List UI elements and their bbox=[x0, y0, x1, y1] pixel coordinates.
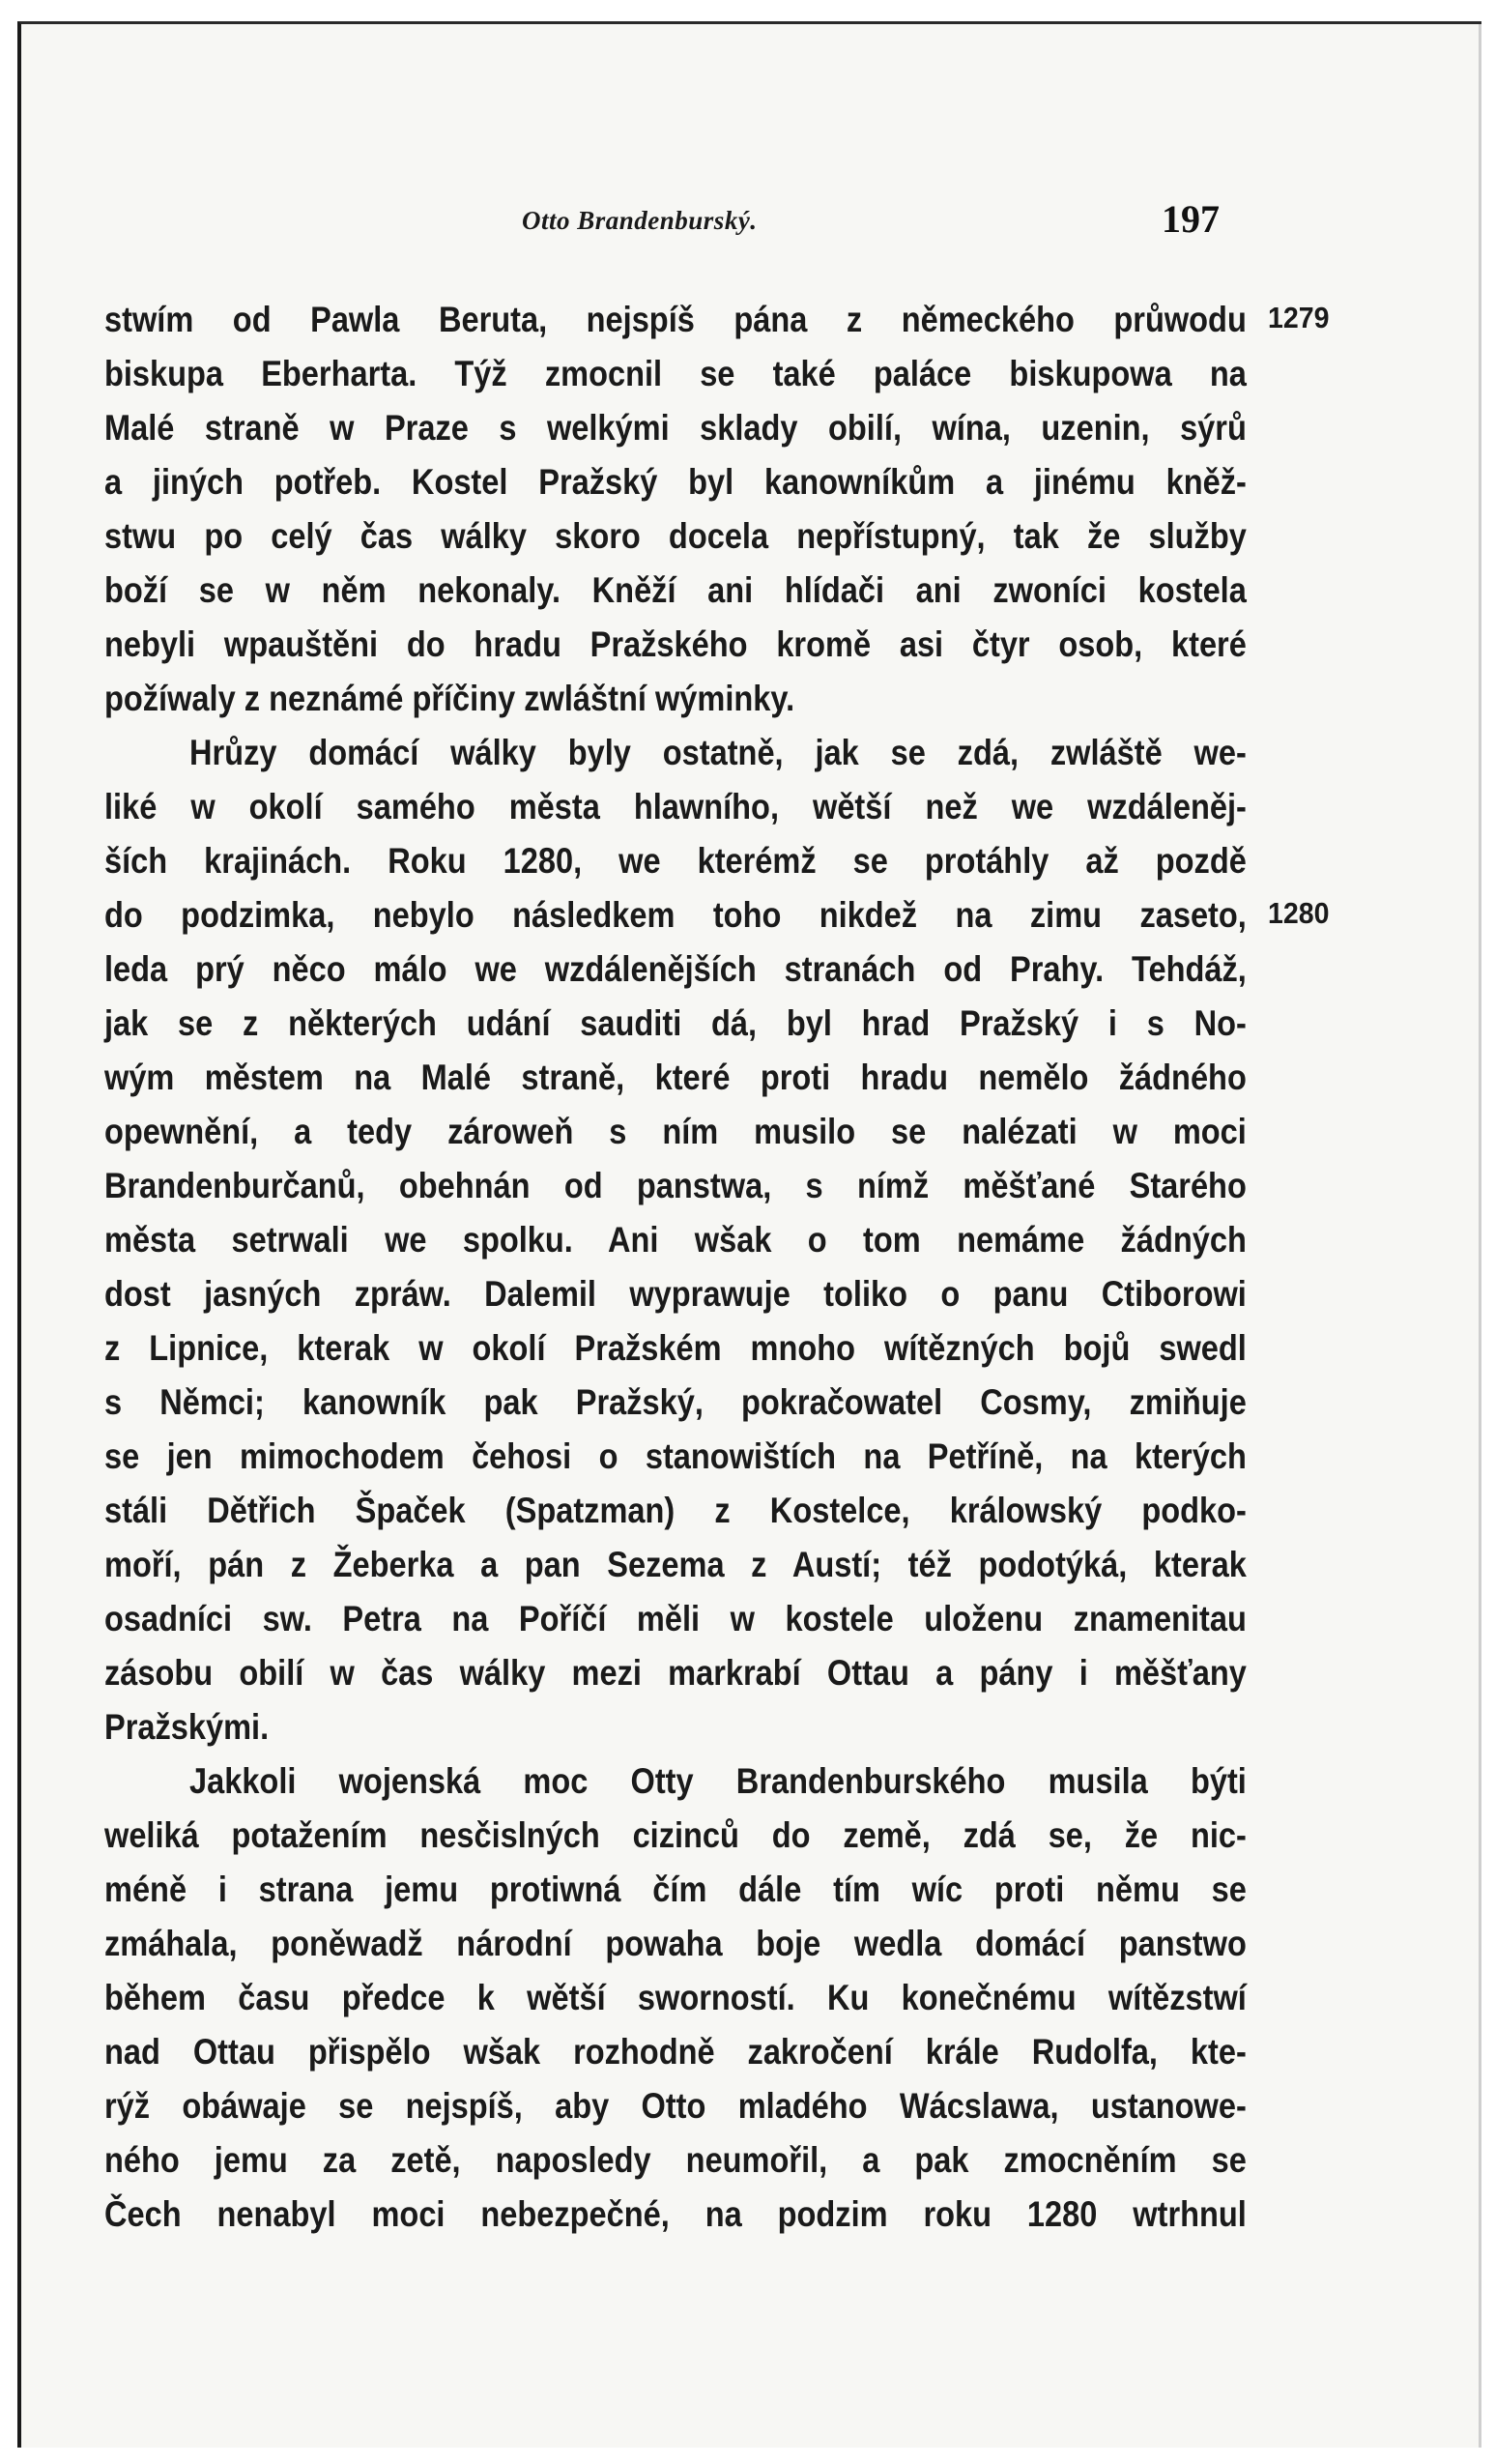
text-line: stáli Dětřich Špaček (Spatzman) z Kostelce, králowský podko- bbox=[104, 1491, 1247, 1530]
text-line: požíwaly z neznámé příčiny zwláštní wýminky. bbox=[104, 679, 795, 718]
text-line: osadníci sw. Petra na Poříčí měli w kostele uloženu znamenitau bbox=[104, 1599, 1247, 1638]
text-line: se jen mimochodem čehosi o stanowištích na Petříně, na kterých bbox=[104, 1436, 1247, 1476]
text-line: z Lipnice, kterak w okolí Pražském mnoho wítězných bojů swedl bbox=[104, 1328, 1247, 1368]
text-line: s Němci; kanowník pak Pražský, pokračowatel Cosmy, zmiňuje bbox=[104, 1382, 1247, 1422]
text-line: liké w okolí samého města hlawního, wětší než we wzdáleněj- bbox=[104, 787, 1247, 826]
margin-year-note: 1280 bbox=[1268, 896, 1330, 930]
text-line: dost jasných zpráw. Dalemil wyprawuje toliko o panu Ctiborowi bbox=[104, 1274, 1247, 1314]
text-line: zmáhala, poněwadž národní powaha boje wedla domácí panstwo bbox=[104, 1924, 1247, 1963]
text-line: nebyli wpauštěni do hradu Pražského kromě asi čtyr osob, které bbox=[104, 624, 1247, 664]
text-line: do podzimka, nebylo následkem toho nikdež na zimu zaseto, bbox=[104, 895, 1247, 935]
text-line: Hrůzy domácí wálky byly ostatně, jak se zdá, zwláště we- bbox=[189, 733, 1247, 772]
text-line: rýž obáwaje se nejspíš, aby Otto mladého Wácslawa, ustanowe- bbox=[104, 2086, 1247, 2126]
text-line: Jakkoli wojenská moc Otty Brandenburského musila býti bbox=[189, 1761, 1247, 1801]
text-line: Čech nenabyl moci nebezpečné, na podzim roku 1280 wtrhnul bbox=[104, 2194, 1247, 2234]
running-head-title: Otto Brandenburský. bbox=[522, 206, 758, 235]
text-line: leda prý něco málo we wzdálenějších stranách od Prahy. Tehdáž, bbox=[104, 949, 1247, 989]
text-line: Malé straně w Praze s welkými sklady obilí, wína, uzenin, sýrů bbox=[104, 408, 1247, 448]
text-line: Brandenburčanů, obehnán od panstwa, s nímž měšťané Starého bbox=[104, 1166, 1247, 1205]
text-line: a jiných potřeb. Kostel Pražský byl kanowníkům a jinému kněž- bbox=[104, 462, 1247, 502]
text-line: nad Ottau přispělo wšak rozhodně zakročení krále Rudolfa, kte- bbox=[104, 2032, 1247, 2072]
text-line: opewnění, a tedy zároweň s ním musilo se nalézati w moci bbox=[104, 1112, 1247, 1151]
text-line: weliká potažením nesčislných cizinců do země, zdá se, že nic- bbox=[104, 1815, 1247, 1855]
text-line: stwím od Pawla Beruta, nejspíš pána z německého průwodu bbox=[104, 300, 1247, 339]
text-line: stwu po celý čas wálky skoro docela nepřístupný, tak že služby bbox=[104, 516, 1247, 556]
text-line: během času předce k wětší sworností. Ku konečnému wítězstwí bbox=[104, 1978, 1247, 2017]
page-number: 197 bbox=[1162, 197, 1220, 241]
text-line: wým městem na Malé straně, které proti hradu nemělo žádného bbox=[104, 1058, 1247, 1097]
text-line: biskupa Eberharta. Týž zmocnil se také paláce biskupowa na bbox=[104, 354, 1247, 393]
text-line: ného jemu za zetě, naposledy neumořil, a pak zmocněním se bbox=[104, 2140, 1247, 2180]
margin-year-note: 1279 bbox=[1268, 301, 1330, 334]
text-line: boží se w něm nekonaly. Kněží ani hlídači ani zwoníci kostela bbox=[104, 570, 1247, 610]
text-line: města setrwali we spolku. Ani wšak o tom nemáme žádných bbox=[104, 1220, 1247, 1260]
running-head bbox=[21, 188, 1481, 246]
text-line: jak se z některých udání sauditi dá, byl hrad Pražský i s No- bbox=[104, 1003, 1247, 1043]
text-line: Pražskými. bbox=[104, 1707, 270, 1747]
text-line: zásobu obilí w čas wálky mezi markrabí Ottau a pány i měšťany bbox=[104, 1653, 1247, 1693]
text-line: ších krajinách. Roku 1280, we kterémž se protáhly až pozdě bbox=[104, 841, 1247, 881]
body-text bbox=[104, 293, 1247, 2242]
text-line: méně i strana jemu protiwná čím dále tím wíc proti němu se bbox=[104, 1870, 1247, 1909]
book-page bbox=[17, 21, 1481, 2448]
text-line: moří, pán z Žeberka a pan Sezema z Austí; též podotýká, kterak bbox=[104, 1545, 1247, 1584]
